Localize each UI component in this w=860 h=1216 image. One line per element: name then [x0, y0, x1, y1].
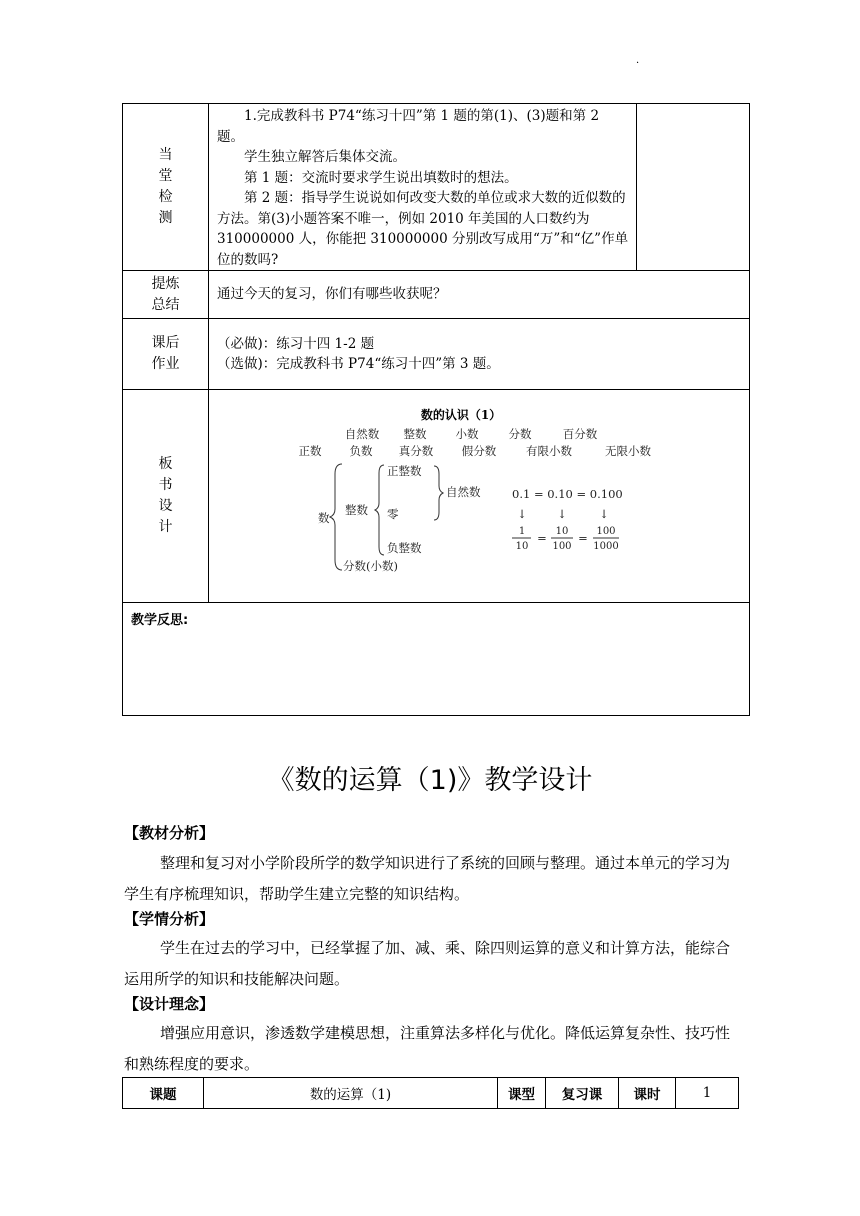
board-equation: 0.1 = 0.10 = 0.100: [512, 487, 623, 501]
section-paragraph: 学生在过去的学习中，已经掌握了加、减、乘、除四则运算的意义和计算方法，能综合运用所学的知识和技能解决问题。: [124, 939, 731, 988]
board-arrow: ↓: [557, 507, 567, 521]
type-value: 复习课: [546, 1078, 619, 1109]
board-eq: =: [537, 531, 547, 545]
board-label: 负整数: [387, 541, 422, 555]
topic-label: 课题: [123, 1078, 204, 1109]
type-label: 课型: [498, 1078, 546, 1109]
reflection-cell: [123, 603, 750, 716]
board-label: 假分数: [461, 444, 497, 458]
brace-shape: [375, 465, 384, 555]
board-label: 负数: [349, 444, 373, 458]
brace-shape: [434, 466, 443, 520]
section-paragraph: 整理和复习对小学阶段所学的数学知识进行了系统的回顾与整理。通过本单元的学习为学生有序梳理知识，帮助学生建立完整的知识结构。: [124, 854, 731, 903]
board-frac: 10: [555, 526, 569, 537]
board-label: 无限小数: [605, 444, 651, 458]
document-title: 《数的运算（1)》教学设计: [267, 765, 593, 796]
row-label-board: 板 书 设 计: [123, 390, 209, 603]
board-label: 自然数: [344, 427, 380, 441]
empty-cell: [637, 104, 750, 271]
lesson-table: [122, 103, 750, 716]
board-label: 小数: [455, 427, 479, 441]
table-row: [123, 319, 750, 390]
row-label-summary: 提炼 总结: [123, 271, 209, 319]
board-label: 零: [387, 507, 399, 521]
board-frac: 1000: [593, 541, 619, 552]
board-eq: =: [578, 531, 588, 545]
table-row: [123, 390, 750, 603]
summary-content: 通过今天的复习，你们有哪些收获呢？: [209, 271, 750, 319]
row-label-homework: 课后 作业: [123, 319, 209, 390]
board-label: 自然数: [446, 485, 481, 499]
section-heading: 【教材分析】: [124, 824, 215, 842]
board-label: 分数: [508, 427, 532, 441]
table-row: [123, 104, 750, 271]
board-arrow: ↓: [517, 507, 527, 521]
board-label: 正整数: [387, 464, 422, 478]
board-label: 真分数: [398, 444, 434, 458]
hours-label: 课时: [619, 1078, 676, 1109]
page-dot: ·: [636, 58, 640, 69]
board-title: 数的认识（1）: [420, 408, 502, 422]
course-info-table: [122, 1077, 739, 1109]
board-label: 分数(小数): [343, 559, 398, 573]
hours-value: 1: [676, 1078, 739, 1109]
board-frac: 1: [518, 526, 526, 537]
board-label: 整数: [403, 427, 427, 441]
topic-value: 数的运算（1): [204, 1078, 498, 1109]
section-heading: 【学情分析】: [124, 910, 215, 928]
board-label: 数: [318, 511, 330, 525]
board-design-cell: [209, 390, 750, 603]
table-row: [123, 1078, 739, 1109]
table-row: [123, 603, 750, 716]
board-label: 正数: [298, 444, 322, 458]
row-label-check: 当 堂 检 测: [123, 104, 209, 271]
board-diagram: [209, 390, 749, 598]
reflection-label: 教学反思:: [131, 613, 189, 628]
section-heading: 【设计理念】: [124, 995, 215, 1013]
section-paragraph: 增强应用意识，渗透数学建模思想，注重算法多样化与优化。降低运算复杂性、技巧性和熟练程度的要求。: [124, 1024, 731, 1073]
brace-shape: [330, 464, 342, 570]
board-frac: 100: [552, 541, 572, 552]
board-frac: 100: [596, 526, 616, 537]
board-label: 整数: [345, 503, 368, 517]
check-content: 1.完成教科书 P74“练习十四”第 1 题的第(1)、(3)题和第 2 题。 学生独立解答后集体交流。 第 1 题：交流时要求学生说出填数时的想法。 第 2 题：指导学生说说如何改变大数的单位或求大数的近似数的方法。第(3)小题答案不唯一，例如 2010 年美国的人口数约为 310000000 人，你能把 310000000 分别改写成用“万”和“亿”作单位的数吗?: [209, 104, 637, 271]
homework-content: （必做)：练习十四 1-2 题 （选做)：完成教科书 P74“练习十四”第 3 题。: [209, 319, 750, 390]
board-frac: 10: [515, 541, 529, 552]
board-arrow: ↓: [599, 507, 609, 521]
board-label: 百分数: [562, 427, 598, 441]
table-row: [123, 271, 750, 319]
board-label: 有限小数: [526, 444, 572, 458]
